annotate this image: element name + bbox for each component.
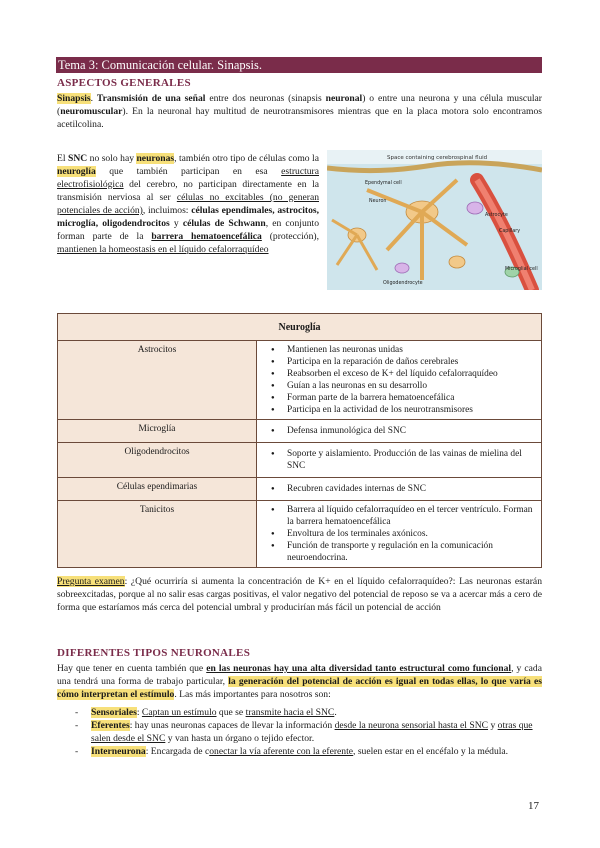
figure-label-microglia: Microglial cell xyxy=(505,267,538,272)
figure-label-oligodendrocyte: Oligodendrocyte xyxy=(383,281,423,286)
term-transmision: Transmisión de una señal xyxy=(96,93,206,104)
neuron-types-list xyxy=(57,706,542,758)
section-heading-types: DIFERENTES TIPOS NEURONALES xyxy=(57,647,251,659)
list-item: ● Recubren cavidades internas de SNC xyxy=(287,483,537,495)
list-item: ● Envoltura de los terminales axónicos. xyxy=(287,528,537,540)
list-item-interneurona: - Interneurona: Encargada de conectar la vía aferente con la eferente, suelen estar en el encéfalo y la médula. xyxy=(57,745,542,758)
paragraph-types-intro: Hay que tener en cuenta también que en las neuronas hay una alta diversidad tanto estructural como funcional, y cada una tendrá una forma de trabajo particular, la generación del potencial de acción es igual en todas ellas, lo que varía es cómo interpretan el estímulo. Las más importantes para nosotros son: xyxy=(57,663,542,700)
list-item: ● Forman parte de la barrera hematoencefálica xyxy=(287,392,537,404)
list-item: ● Participa en la actividad de los neurotransmisores xyxy=(287,404,537,416)
list-item: ● Defensa inmunológica del SNC xyxy=(287,425,537,437)
table-row xyxy=(58,478,542,501)
list-item-eferentes: - Eferentes: hay unas neuronas capaces de llevar la información desde la neurona sensorial hasta el SNC y otras que salen desde el SNC y van hasta un órgano o tejido efector. xyxy=(57,719,542,745)
list-item: ● Función de transporte y regulación en la comunicación neuroendocrina. xyxy=(287,540,537,564)
paragraph-glia: El SNC no solo hay neuronas, también otro tipo de células como la neuroglía que también participan en esa estructura electrofisiológica del cerebro, no participan directamente en la transmisión nerviosa al ser células no excitables (no generan potenciales de acción), incluimos: células ependimales, astrocitos, microglía, oligodendrocitos y células de Schwann, en conjunto forman parte de la barrera hematoencefálica (protección), mantienen la homeostasis en el líquido cefalorraquídeo xyxy=(57,153,320,255)
figure-label-neuron: Neuron xyxy=(369,199,387,204)
list-item-sensoriales: - Sensoriales: Captan un estímulo que se transmite hacia el SNC. xyxy=(57,706,542,719)
section-heading-general: ASPECTOS GENERALES xyxy=(57,77,191,89)
cell-oligodendrocitos: Oligodendrocitos xyxy=(58,443,257,478)
figure-label-top: Space containing cerebrospinal fluid xyxy=(387,155,488,161)
neuroglia-illustration xyxy=(327,150,542,290)
cell-astrocitos: Astrocitos xyxy=(58,341,257,420)
list-item: ● Barrera al líquido cefalorraquídeo en el tercer ventrículo. Forman la barrera hematoencefálica xyxy=(287,504,537,528)
figure-label-ependymal: Ependymal cell xyxy=(365,181,402,186)
list-item: ● Participa en la reparación de daños cerebrales xyxy=(287,356,537,368)
figure-label-capillary: Capillary xyxy=(499,229,521,234)
paragraph-sinapsis: Sinapsis. Transmisión de una señal entre dos neuronas (sinapsis neuronal) o entre una neurona y una célula muscular (neuromuscular). En la neuronal hay multitud de neurotransmisores mientras que en la placa motora solo encontramos acetilcolina. xyxy=(57,93,542,130)
figure-label-astrocyte: Astrocyte xyxy=(485,213,508,218)
table-row xyxy=(58,443,542,478)
list-item: ● Guían a las neuronas en su desarrollo xyxy=(287,380,537,392)
table-row xyxy=(58,501,542,568)
cell-microglia: Microglía xyxy=(58,420,257,443)
page-title: Tema 3: Comunicación celular. Sinapsis. xyxy=(56,57,542,73)
cell-ependimarias: Células ependimarias xyxy=(58,478,257,501)
table-row xyxy=(58,341,542,420)
cell-tanicitos: Tanicitos xyxy=(58,501,257,568)
list-item: ● Soporte y aislamiento. Producción de las vainas de mielina del SNC xyxy=(287,448,537,472)
table-header: Neuroglía xyxy=(58,314,542,341)
page-number: 17 xyxy=(528,800,539,812)
neuroglia-diagram xyxy=(327,150,542,290)
paragraph-question: Pregunta examen: ¿Qué ocurriría si aumenta la concentración de K+ en el líquido cefalorraquídeo?: Las neuronas estarán sobreexcitadas, porque al no salir esas cargas positivas, el valor negativo del potencial de reposo se va a acercar más a cero de forma que estaríamos más cerca del potencial umbral y producirían más fácil un potencial de acción xyxy=(57,576,542,613)
list-item: ● Reabsorben el exceso de K+ del líquido cefalorraquídeo xyxy=(287,368,537,380)
table-row xyxy=(58,420,542,443)
list-item: ● Mantienen las neuronas unidas xyxy=(287,344,537,356)
question-label: Pregunta examen xyxy=(57,576,125,587)
term-sinapsis: Sinapsis xyxy=(57,93,91,104)
neuroglia-table xyxy=(57,313,542,568)
